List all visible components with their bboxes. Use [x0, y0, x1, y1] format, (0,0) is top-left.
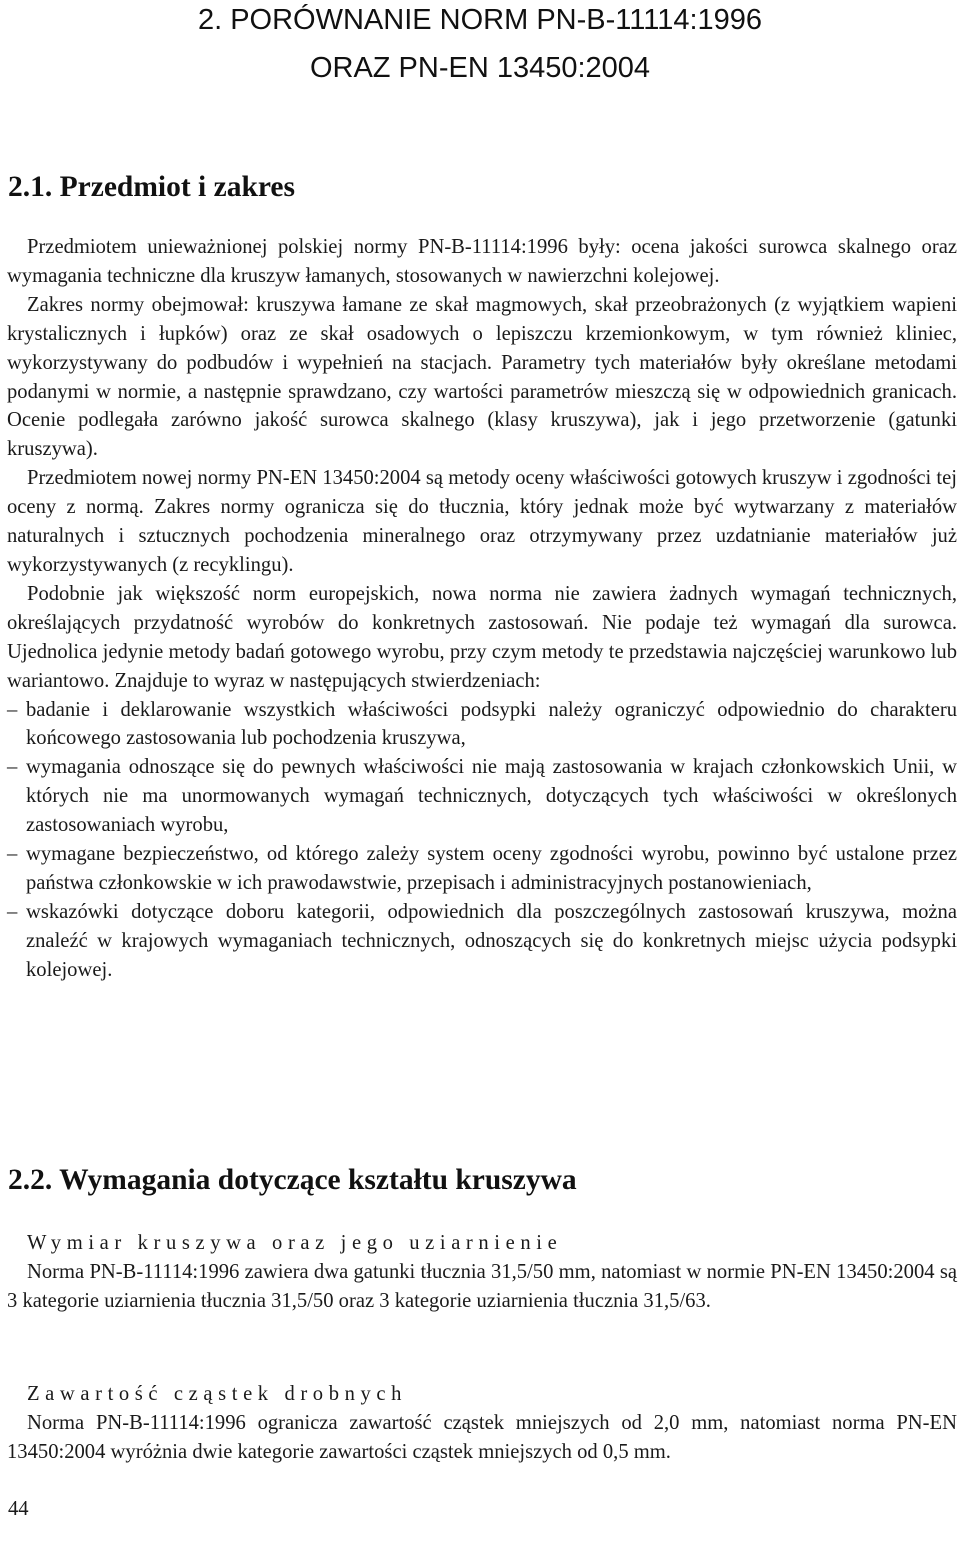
- chapter-title-line2: ORAZ PN-EN 13450:2004: [309, 52, 651, 84]
- section-2-2-body: [7, 1229, 957, 1316]
- page-number: 44: [8, 1498, 29, 1520]
- paragraph: Przedmiotem nowej normy PN-EN 13450:2004 są metody oceny właściwości gotowych kruszyw i zgodności tej oceny z normą. Zakres normy ogranicza się do tłucznia, który jednak może być wytwarzany z materiałów naturalnych i sztucznych pochodzenia mineralnego oraz otrzymywany przez uzdatnianie materiałów już wykorzystywanych (z recyklingu).: [7, 467, 957, 576]
- section-2-1-body: [7, 233, 957, 985]
- chapter-title-line1: 2. PORÓWNANIE NORM PN-B-11114:1996: [197, 4, 763, 36]
- section-heading-2-2: 2.2. Wymagania dotyczące kształtu kruszywa: [8, 1164, 577, 1196]
- subsection-title-fines: Zawartość cząstek drobnych: [27, 1383, 408, 1405]
- paragraph: Zakres normy obejmował: kruszywa łamane ze skał magmowych, skał przeobrażonych (z wyjątkiem wapieni krystalicznych i łupków) oraz ze skał osadowych o lepiszczu krzemionkowym, w tym również kliniec, wykorzystywany do podbudów i wypełnień na stacjach. Parametry tych materiałów były określane metodami podanymi w normie, a następnie sprawdzano, czy wartości parametrów mieszczą się w odpowiednich granicach. Ocenie podlegała zarówno jakość surowca skalnego (klasy kruszywa), jak i jego przetworzenie (gatunki kruszywa).: [7, 293, 957, 461]
- paragraph: Norma PN-B-11114:1996 zawiera dwa gatunki tłucznia 31,5/50 mm, natomiast w normie PN-EN 13450:2004 są 3 kategorie uziarnienia tłucznia 31,5/50 oraz 3 kategorie uziarnienia tłucznia 31,5/63.: [7, 1260, 957, 1312]
- section-heading-2-1: 2.1. Przedmiot i zakres: [8, 171, 296, 203]
- list-item: [7, 840, 957, 898]
- list-dash: –: [7, 698, 18, 721]
- list-item: [7, 898, 957, 985]
- list-item: [7, 696, 957, 754]
- list-dash: –: [7, 900, 18, 923]
- list-item-text: wskazówki dotyczące doboru kategorii, odpowiednich dla poszczególnych zastosowań kruszywa, można znaleźć w krajowych wymaganiach technicznych, odnoszących się do konkretnych miejsc użycia podsypki kolejowej.: [26, 900, 957, 981]
- list-dash: –: [7, 756, 18, 779]
- subsection-title-grading: Wymiar kruszywa oraz jego uziarnienie: [27, 1232, 563, 1254]
- list-item-text: badanie i deklarowanie wszystkich właściwości podsypki należy ograniczyć odpowiednio do charakteru końcowego zastosowania lub pochodzenia kruszywa,: [26, 698, 957, 750]
- paragraph: Norma PN-B-11114:1996 ogranicza zawartość cząstek mniejszych od 2,0 mm, natomiast norma PN-EN 13450:2004 wyróżnia dwie kategorie zawartości cząstek mniejszych od 0,5 mm.: [7, 1411, 957, 1463]
- list-dash: –: [7, 843, 18, 866]
- statement-list: [7, 696, 957, 985]
- list-item: [7, 753, 957, 840]
- list-item-text: wymagane bezpieczeństwo, od którego zależy system oceny zgodności wyrobu, powinno być ustalone przez państwa członkowskie w ich prawodawstwie, przepisach i administracyjnych postanowieniach,: [26, 843, 957, 894]
- section-2-2-fines: [7, 1380, 957, 1467]
- list-item-text: wymagania odnoszące się do pewnych właściwości nie mają zastosowania w krajach członkowskich Unii, w których nie ma unormowanych wymagań technicznych, dotyczących tych właściwości w określonych zastosowaniach wyrobu,: [26, 756, 957, 837]
- paragraph: Przedmiotem unieważnionej polskiej normy PN-B-11114:1996 były: ocena jakości surowca skalnego oraz wymagania techniczne dla kruszyw łamanych, stosowanych w nawierzchni kolejowej.: [7, 236, 957, 287]
- paragraph: Podobnie jak większość norm europejskich, nowa norma nie zawiera żadnych wymagań technicznych, określających przydatność wyrobów do konkretnych zastosowań. Nie podaje też wymagań dla surowca. Ujednolica jedynie metody badań gotowego wyrobu, przy czym metody te przedstawia najczęściej warunkowo lub wariantowo. Znajduje to wyraz w następujących stwierdzeniach:: [7, 582, 957, 692]
